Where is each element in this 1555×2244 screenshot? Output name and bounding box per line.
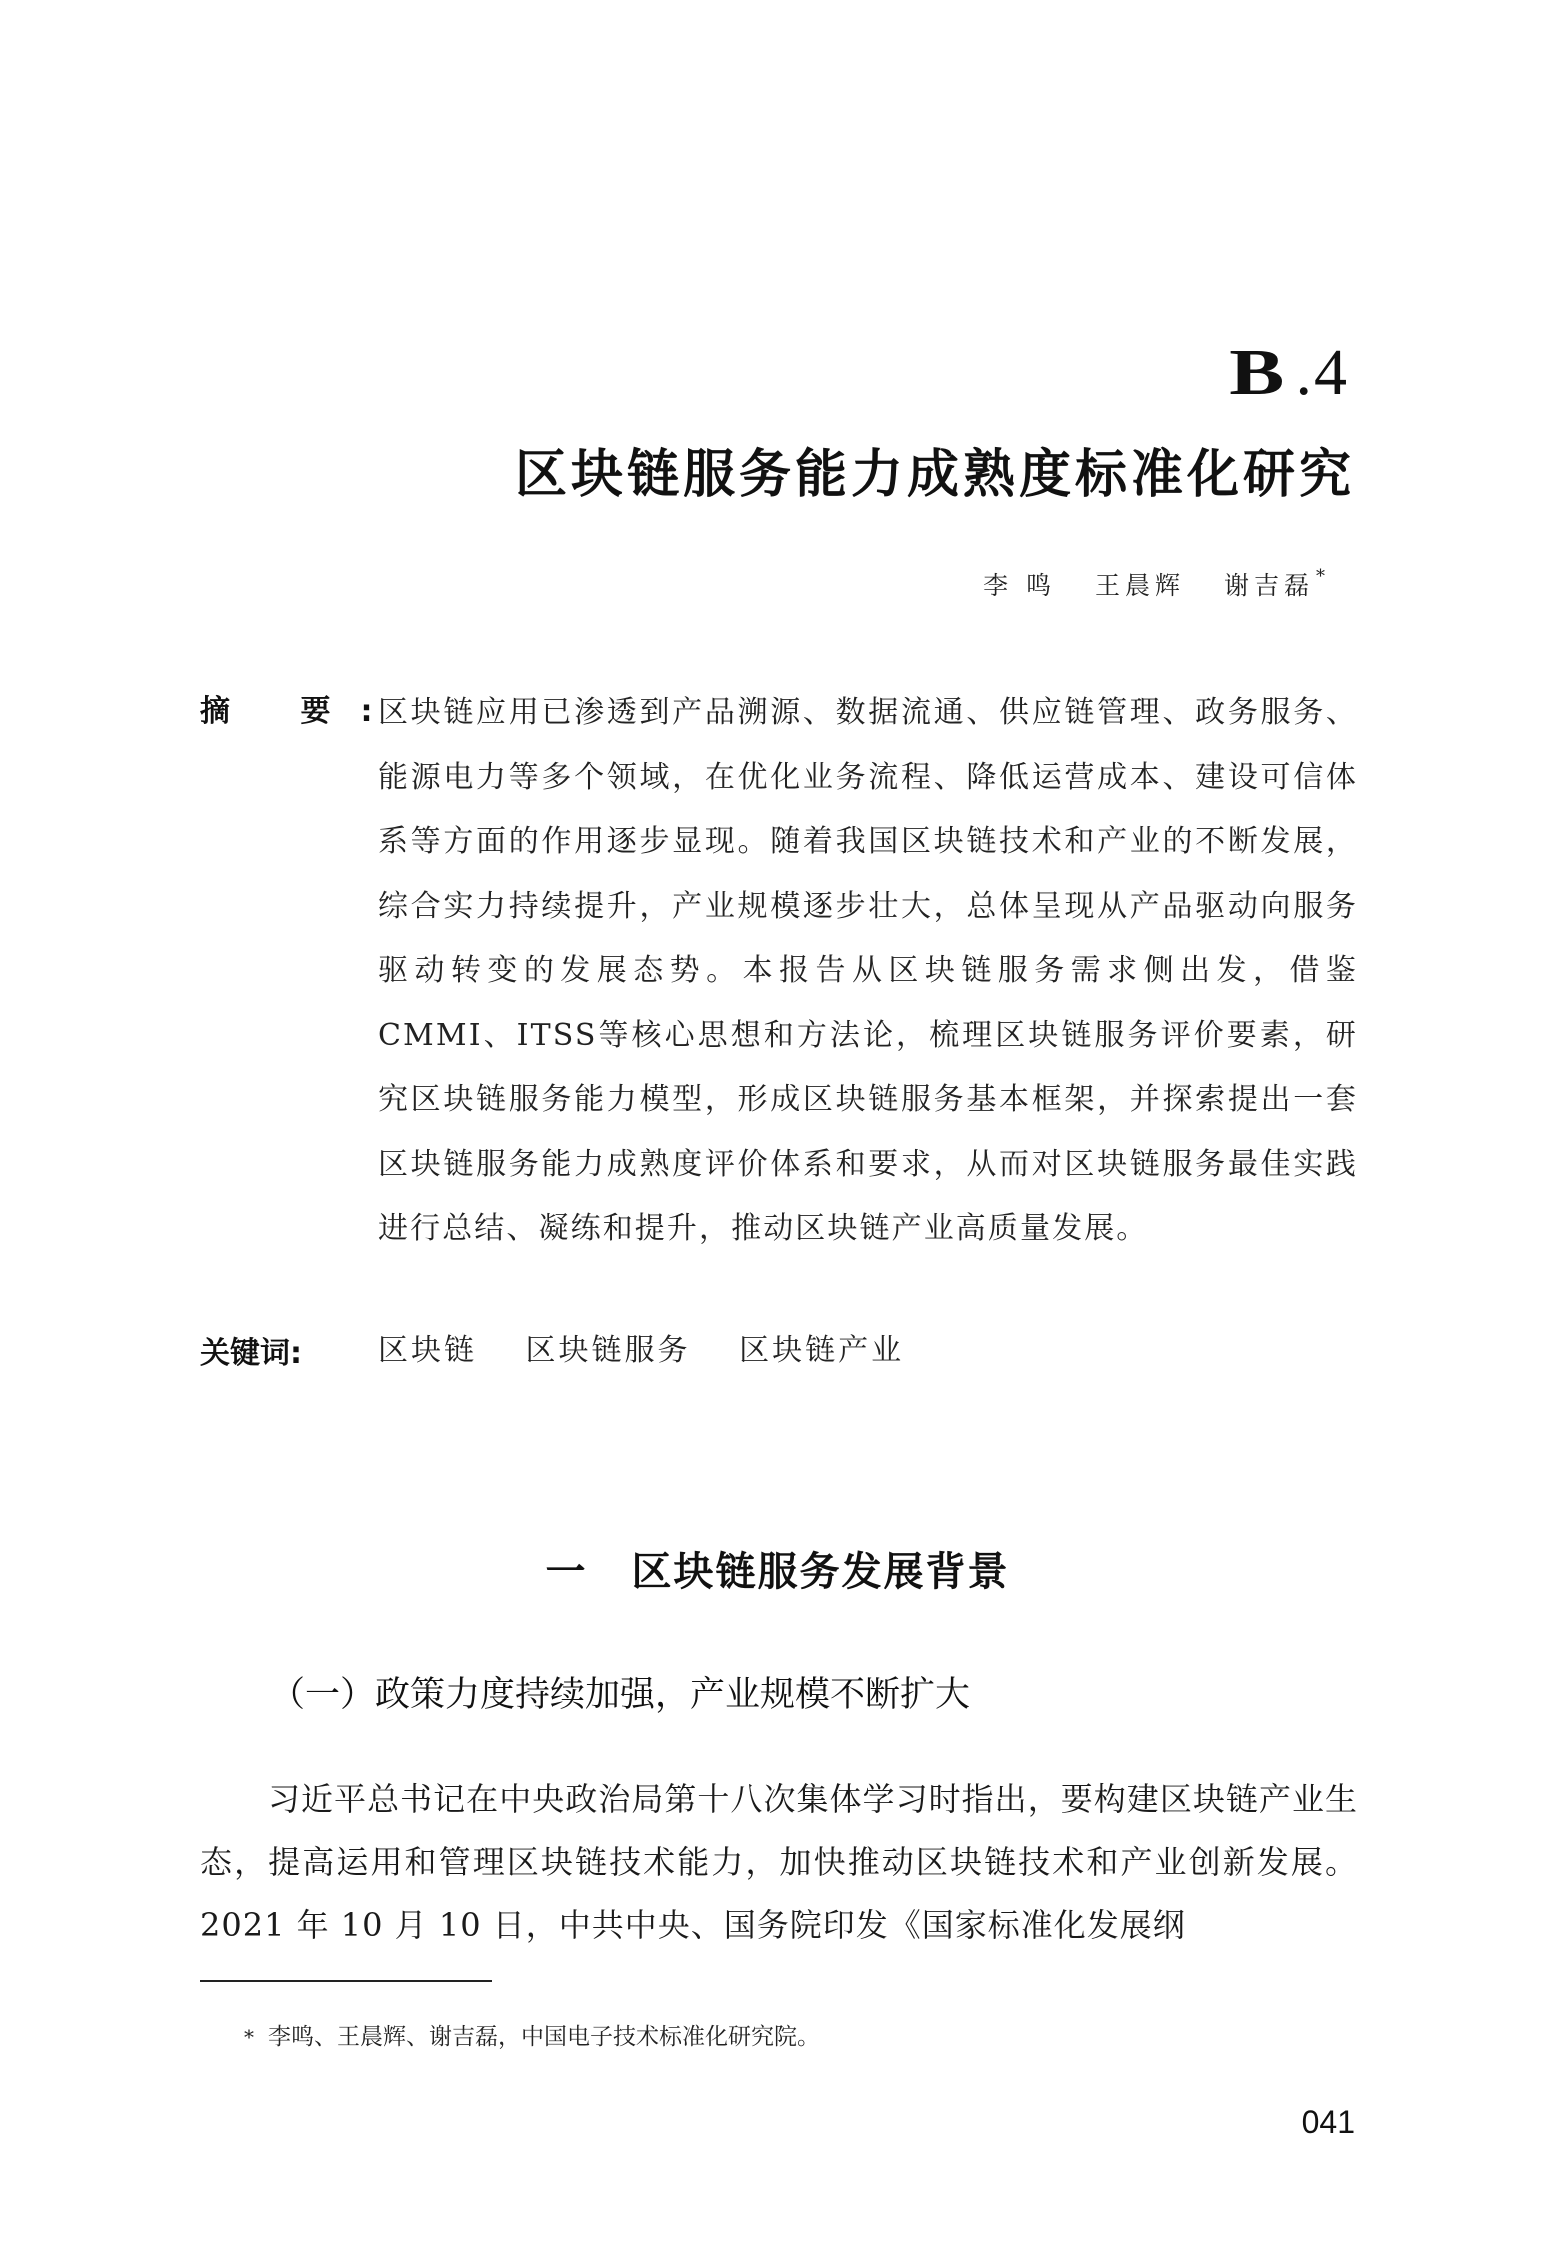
- author-name: 王晨辉: [1095, 571, 1186, 600]
- chapter-number: .4: [1295, 336, 1349, 409]
- author-note-mark: *: [1316, 566, 1325, 587]
- footnote-divider: [200, 1980, 492, 1982]
- section-number: 一: [545, 1549, 588, 1595]
- chapter-label: [1229, 336, 1349, 409]
- author-name: 李 鸣: [983, 571, 1057, 600]
- section-title: 区块链服务发展背景: [631, 1549, 1010, 1595]
- keyword: 区块链: [378, 1333, 477, 1368]
- footnote-mark: *: [244, 2025, 254, 2049]
- page-number: 041: [1301, 2104, 1355, 2140]
- keyword: 区块链服务: [525, 1333, 691, 1368]
- abstract-label: 摘 要:: [200, 694, 403, 729]
- abstract-text: 区块链应用已渗透到产品溯源、数据流通、供应链管理、政务服务、能源电力等多个领域，在优化业务流程、降低运营成本、建设可信体系等方面的作用逐步显现。随着我国区块链技术和产业的不断发展，综合实力持续提升，产业规模逐步壮大，总体呈现从产品驱动向服务驱动转变的发展态势。本报告从区块链服务需求侧出发，借鉴CMMI、ITSS等核心思想和方法论，梳理区块链服务评价要素，研究区块链服务能力模型，形成区块链服务基本框架，并探索提出一套区块链服务能力成熟度评价体系和要求，从而对区块链服务最佳实践进行总结、凝练和提升，推动区块链产业高质量发展。: [378, 695, 1358, 1246]
- footnote: [244, 2018, 820, 2051]
- keyword: 区块链产业: [739, 1333, 905, 1368]
- author-name: 谢吉磊: [1223, 571, 1314, 600]
- paper-title: 区块链服务能力成熟度标准化研究: [514, 445, 1355, 505]
- section-heading: [0, 1540, 1555, 1597]
- body-paragraph: 习近平总书记在中央政治局第十八次集体学习时指出，要构建区块链产业生态，提高运用和管理区块链技术能力，加快推动区块链技术和产业创新发展。2021 年 10 月 10 日，中共中央、国务院印发《国家标准化发展纲: [200, 1780, 1358, 1944]
- author-line: [957, 566, 1325, 602]
- footnote-text: 李鸣、王晨辉、谢吉磊，中国电子技术标准化研究院。: [268, 2024, 820, 2050]
- keywords-label: 关键词:: [200, 1336, 302, 1371]
- chapter-letter: B: [1229, 336, 1288, 409]
- keywords-list: [378, 1325, 940, 1369]
- subsection-heading: （一）政策力度持续加强，产业规模不断扩大: [270, 1675, 971, 1715]
